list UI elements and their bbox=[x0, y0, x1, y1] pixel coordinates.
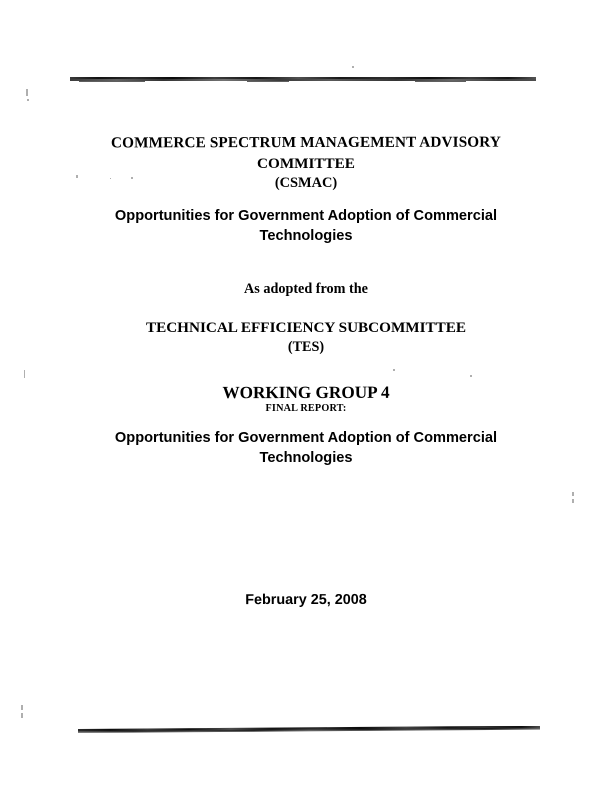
subtitle-line-1: Opportunities for Government Adoption of Commercial bbox=[114, 208, 498, 224]
committee-title-line-1: COMMERCE SPECTRUM MANAGEMENT ADVISORY bbox=[111, 133, 501, 152]
committee-acronym: (CSMAC) bbox=[274, 175, 338, 191]
scan-speck bbox=[352, 66, 354, 68]
scan-speck bbox=[572, 492, 574, 496]
subcommittee-acronym: (TES) bbox=[287, 339, 325, 355]
scan-speck bbox=[470, 375, 472, 377]
report-title-line-1: Opportunities for Government Adoption of Commercial bbox=[114, 430, 498, 446]
scan-speck bbox=[26, 89, 28, 96]
scan-speck bbox=[27, 99, 29, 101]
final-report-label: FINAL REPORT: bbox=[265, 403, 347, 414]
working-group-heading: WORKING GROUP 4 bbox=[222, 382, 390, 403]
scan-speck bbox=[21, 705, 23, 710]
report-date: February 25, 2008 bbox=[245, 591, 367, 609]
top-rule-speckle bbox=[247, 81, 289, 82]
scan-speck bbox=[24, 370, 25, 378]
scan-speck bbox=[21, 713, 23, 718]
bottom-horizontal-rule bbox=[78, 726, 540, 736]
top-rule-speckle bbox=[415, 81, 466, 82]
committee-title-line-2: COMMITTEE bbox=[257, 155, 355, 172]
adopted-from-note: As adopted from the bbox=[244, 281, 368, 297]
subtitle-line-2: Technologies bbox=[259, 228, 353, 244]
scan-speck bbox=[572, 499, 574, 503]
scan-speck bbox=[76, 175, 78, 178]
report-title-line-2: Technologies bbox=[259, 450, 353, 466]
scan-speck bbox=[393, 369, 395, 371]
scan-speck bbox=[110, 178, 111, 179]
top-rule-speckle bbox=[79, 81, 144, 82]
subcommittee-name: TECHNICAL EFFICIENCY SUBCOMMITTEE bbox=[145, 319, 467, 336]
scan-speck bbox=[131, 177, 133, 179]
top-horizontal-rule bbox=[70, 76, 536, 83]
